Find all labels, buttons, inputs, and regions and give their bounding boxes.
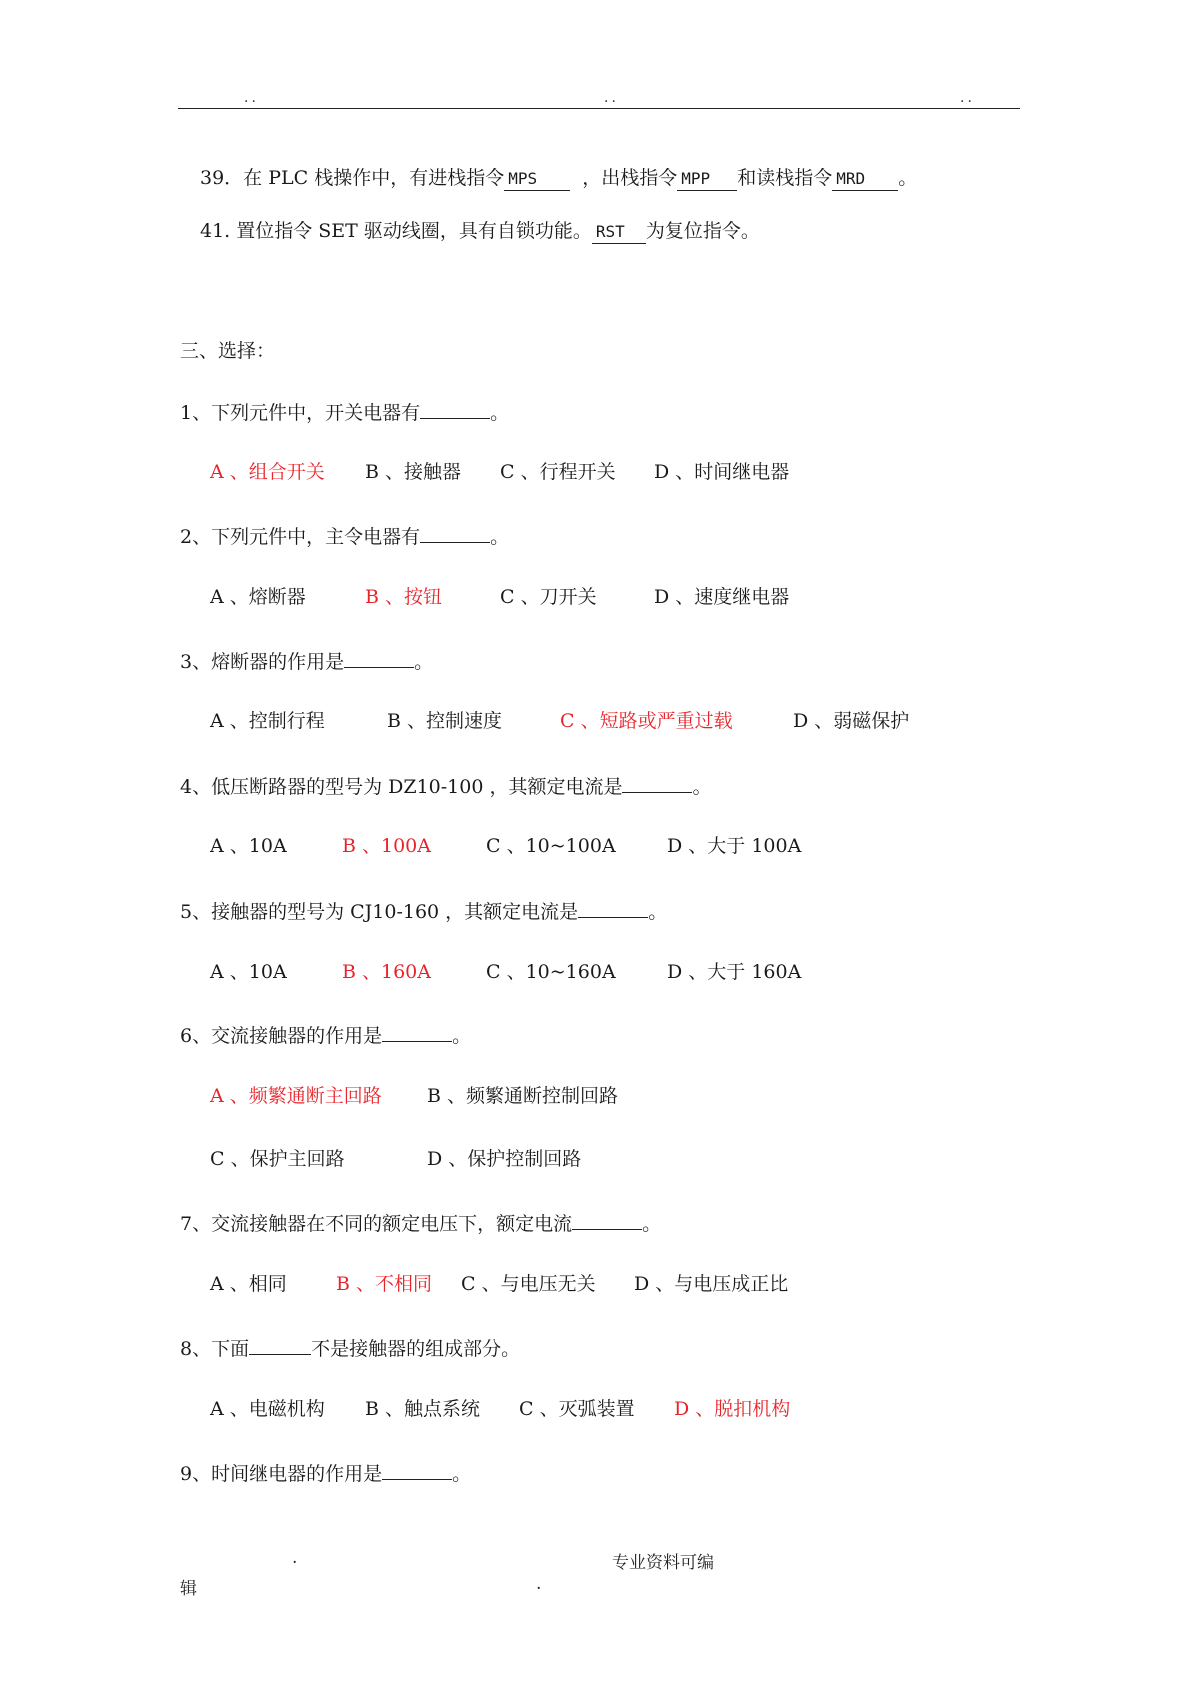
q1-option-a: A 、组合开关 bbox=[210, 461, 325, 483]
question-stem: 1、下列元件中，开关电器有 bbox=[180, 402, 421, 424]
q39-answer-mpp: MPP bbox=[677, 168, 737, 191]
question-stem: 6、交流接触器的作用是 bbox=[180, 1025, 383, 1047]
answer-blank bbox=[420, 522, 490, 543]
q41-suffix: 为复位指令。 bbox=[645, 220, 760, 242]
question-1 bbox=[180, 398, 509, 425]
q1-option-c: C 、行程开关 bbox=[500, 461, 616, 483]
answer-blank bbox=[578, 897, 648, 918]
q1-option-d: D 、时间继电器 bbox=[654, 461, 790, 483]
answer-blank bbox=[622, 772, 692, 793]
section-title: 三、选择： bbox=[180, 340, 276, 362]
question-stem: 3、熔断器的作用是 bbox=[180, 651, 345, 673]
question-6 bbox=[180, 1021, 471, 1048]
question-stem: 7、交流接触器在不同的额定电压下，额定电流 bbox=[180, 1213, 573, 1235]
q8-option-c: C 、灭弧装置 bbox=[519, 1398, 635, 1420]
q6-option-c: C 、保护主回路 bbox=[210, 1148, 345, 1170]
q6-option-d: D 、保护控制回路 bbox=[427, 1148, 582, 1170]
q2-option-d: D 、速度继电器 bbox=[654, 586, 790, 608]
q5-option-c: C 、10~160A bbox=[486, 961, 616, 983]
question-stem: 9、时间继电器的作用是 bbox=[180, 1463, 383, 1485]
q5-option-d: D 、大于 160A bbox=[667, 961, 802, 983]
question-2 bbox=[180, 522, 509, 549]
question-5 bbox=[180, 897, 667, 924]
answer-blank bbox=[382, 1459, 452, 1480]
q41-answer-rst: RST bbox=[592, 221, 646, 244]
q2-option-b: B 、按钮 bbox=[365, 586, 443, 608]
q7-option-d: D 、与电压成正比 bbox=[634, 1273, 789, 1295]
q3-option-d: D 、弱磁保护 bbox=[793, 710, 910, 732]
question-stem-end: 。 bbox=[490, 526, 510, 548]
q41-prefix: 41. 置位指令 SET 驱动线圈，具有自锁功能。 bbox=[200, 220, 592, 242]
header-dots-right: .. bbox=[960, 90, 975, 106]
question-stem-end: 。 bbox=[452, 1463, 472, 1485]
answer-blank bbox=[572, 1209, 642, 1230]
q39-answer-mrd: MRD bbox=[832, 168, 898, 191]
q8-option-a: A 、电磁机构 bbox=[210, 1398, 325, 1420]
question-8 bbox=[180, 1334, 520, 1361]
answer-blank bbox=[420, 398, 490, 419]
header-dots-left: .. bbox=[244, 90, 259, 106]
q1-option-b: B 、接触器 bbox=[365, 461, 462, 483]
answer-blank bbox=[249, 1334, 311, 1355]
q2-option-a: A 、熔断器 bbox=[210, 586, 306, 608]
question-3 bbox=[180, 647, 433, 674]
q6-option-b: B 、频繁通断控制回路 bbox=[427, 1085, 619, 1107]
q39-mid2: 和读栈指令 bbox=[737, 167, 833, 189]
q3-option-b: B 、控制速度 bbox=[387, 710, 503, 732]
q3-option-c: C 、短路或严重过载 bbox=[560, 710, 733, 732]
question-stem-end: 。 bbox=[648, 901, 668, 923]
question-7 bbox=[180, 1209, 661, 1236]
q5-option-a: A 、10A bbox=[210, 961, 287, 983]
answer-blank bbox=[344, 647, 414, 668]
footer-dot-left: . bbox=[292, 1548, 298, 1568]
question-stem-end: 。 bbox=[414, 651, 434, 673]
question-stem: 2、下列元件中，主令电器有 bbox=[180, 526, 421, 548]
header-dots-mid: .. bbox=[604, 90, 619, 106]
q4-option-d: D 、大于 100A bbox=[667, 835, 802, 857]
question-9 bbox=[180, 1459, 471, 1486]
question-stem-end: 。 bbox=[642, 1213, 662, 1235]
question-41 bbox=[200, 219, 760, 244]
q8-option-b: B 、触点系统 bbox=[365, 1398, 481, 1420]
question-stem: 4、低压断路器的型号为 DZ10-100 ，其额定电流是 bbox=[180, 776, 623, 798]
q6-option-a: A 、频繁通断主回路 bbox=[210, 1085, 382, 1107]
q4-option-a: A 、10A bbox=[210, 835, 287, 857]
q7-option-a: A 、相同 bbox=[210, 1273, 287, 1295]
q39-answer-mps: MPS bbox=[504, 168, 570, 191]
question-stem-end: 。 bbox=[452, 1025, 472, 1047]
q7-option-c: C 、与电压无关 bbox=[461, 1273, 596, 1295]
question-4 bbox=[180, 772, 711, 799]
q4-option-b: B 、100A bbox=[342, 835, 431, 857]
question-39 bbox=[200, 166, 917, 191]
q4-option-c: C 、10~100A bbox=[486, 835, 616, 857]
question-stem-end: 不是接触器的组成部分。 bbox=[311, 1338, 521, 1360]
q7-option-b: B 、不相同 bbox=[336, 1273, 433, 1295]
footer-dot-right: . bbox=[536, 1574, 542, 1594]
footer-text: 专业资料可编 bbox=[612, 1553, 714, 1573]
q8-option-d: D 、脱扣机构 bbox=[674, 1398, 791, 1420]
q39-mid1: ，出栈指令 bbox=[582, 167, 678, 189]
footer-wrap: 辑 bbox=[180, 1579, 197, 1599]
header-rule bbox=[178, 108, 1020, 109]
question-stem: 5、接触器的型号为 CJ10-160 ，其额定电流是 bbox=[180, 901, 579, 923]
question-stem: 8、下面 bbox=[180, 1338, 250, 1360]
q39-suffix: 。 bbox=[898, 167, 918, 189]
q3-option-a: A 、控制行程 bbox=[210, 710, 325, 732]
answer-blank bbox=[382, 1021, 452, 1042]
q2-option-c: C 、刀开关 bbox=[500, 586, 597, 608]
question-stem-end: 。 bbox=[692, 776, 712, 798]
question-stem-end: 。 bbox=[490, 402, 510, 424]
q5-option-b: B 、160A bbox=[342, 961, 431, 983]
q39-prefix: 39．在 PLC 栈操作中，有进栈指令 bbox=[200, 167, 505, 189]
